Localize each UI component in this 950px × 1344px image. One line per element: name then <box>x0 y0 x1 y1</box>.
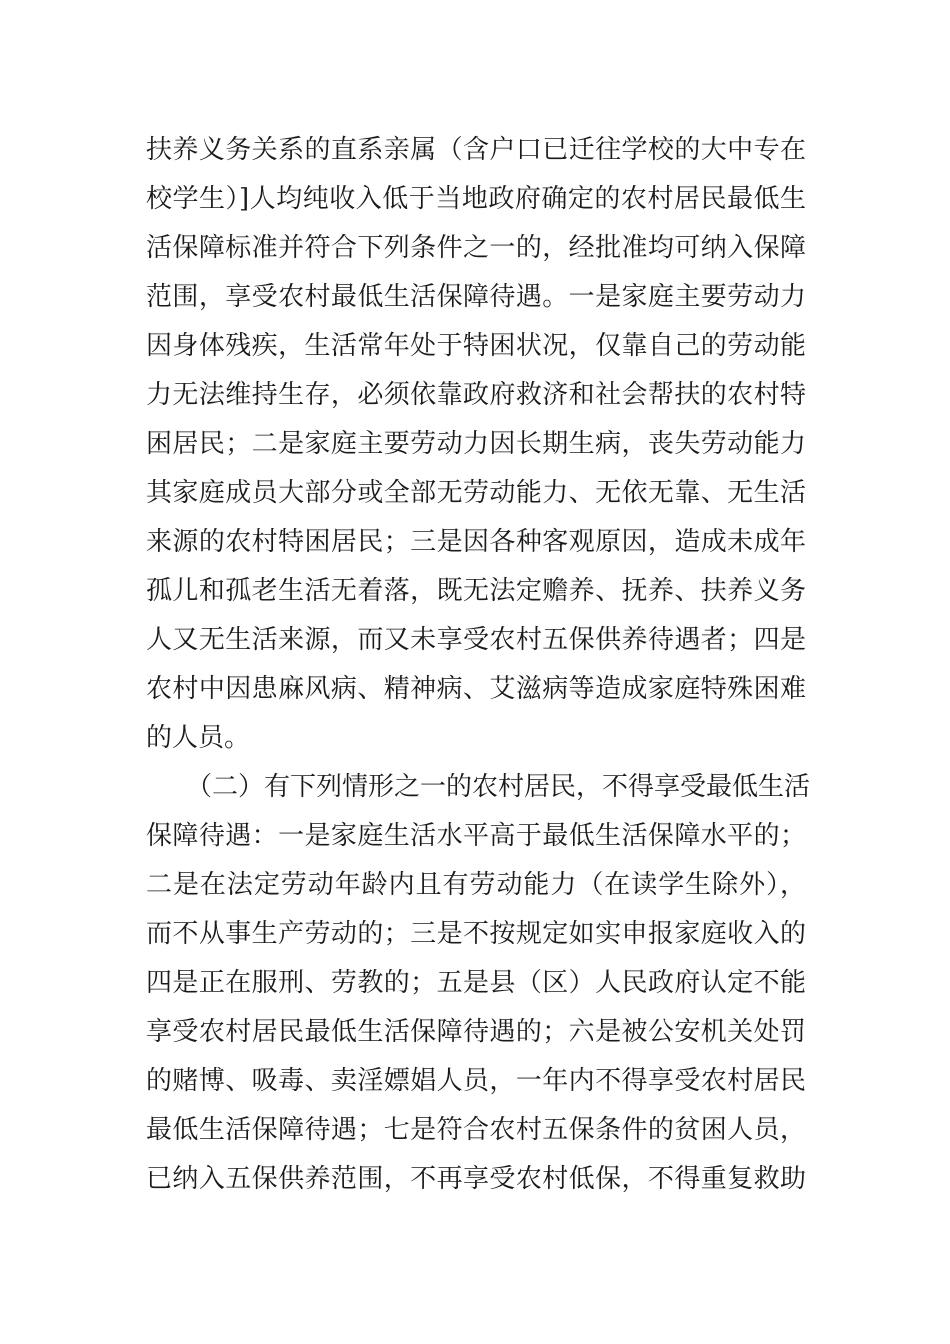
text-line: 扶养义务关系的直系亲属（含户口已迁往学校的大中专在 <box>146 135 806 165</box>
text-line: 其家庭成员大部分或全部无劳动能力、无依无靠、无生活 <box>146 478 806 508</box>
text-line: 校学生）]人均纯收入低于当地政府确定的农村居民最低生 <box>146 184 806 214</box>
text-line: 范围，享受农村最低生活保障待遇。一是家庭主要劳动力 <box>146 282 806 312</box>
text-line: 来源的农村特困居民；三是因各种客观原因，造成未成年 <box>146 527 806 557</box>
text-line: 二是在法定劳动年龄内且有劳动能力（在读学生除外）， <box>146 870 806 900</box>
paragraph-start-line: （二）有下列情形之一的农村居民，不得享受最低生活 <box>186 772 811 802</box>
text-line: 保障待遇：一是家庭生活水平高于最低生活保障水平的； <box>146 821 806 851</box>
text-line: 力无法维持生存，必须依靠政府救济和社会帮扶的农村特 <box>146 380 806 410</box>
text-line: 四是正在服刑、劳教的；五是县（区）人民政府认定不能 <box>146 968 806 998</box>
text-line: 而不从事生产劳动的；三是不按规定如实申报家庭收入的 <box>146 919 806 949</box>
text-line: 农村中因患麻风病、精神病、艾滋病等造成家庭特殊困难 <box>146 674 806 704</box>
text-line: 人又无生活来源，而又未享受农村五保供养待遇者；四是 <box>146 625 806 655</box>
text-line: 孤儿和孤老生活无着落，既无法定赡养、抚养、扶养义务 <box>146 576 806 606</box>
text-line: 最低生活保障待遇；七是符合农村五保条件的贫困人员， <box>146 1115 806 1145</box>
text-line: 的人员。 <box>146 723 251 753</box>
text-line: 因身体残疾，生活常年处于特困状况，仅靠自己的劳动能 <box>146 331 806 361</box>
text-line: 已纳入五保供养范围，不再享受农村低保，不得重复救助 <box>146 1164 806 1194</box>
text-line: 活保障标准并符合下列条件之一的，经批准均可纳入保障 <box>146 233 806 263</box>
text-line: 的赌博、吸毒、卖淫嫖娼人员，一年内不得享受农村居民 <box>146 1066 806 1096</box>
text-line: 困居民；二是家庭主要劳动力因长期生病，丧失劳动能力 <box>146 429 806 459</box>
text-line: 享受农村居民最低生活保障待遇的；六是被公安机关处罚 <box>146 1017 806 1047</box>
